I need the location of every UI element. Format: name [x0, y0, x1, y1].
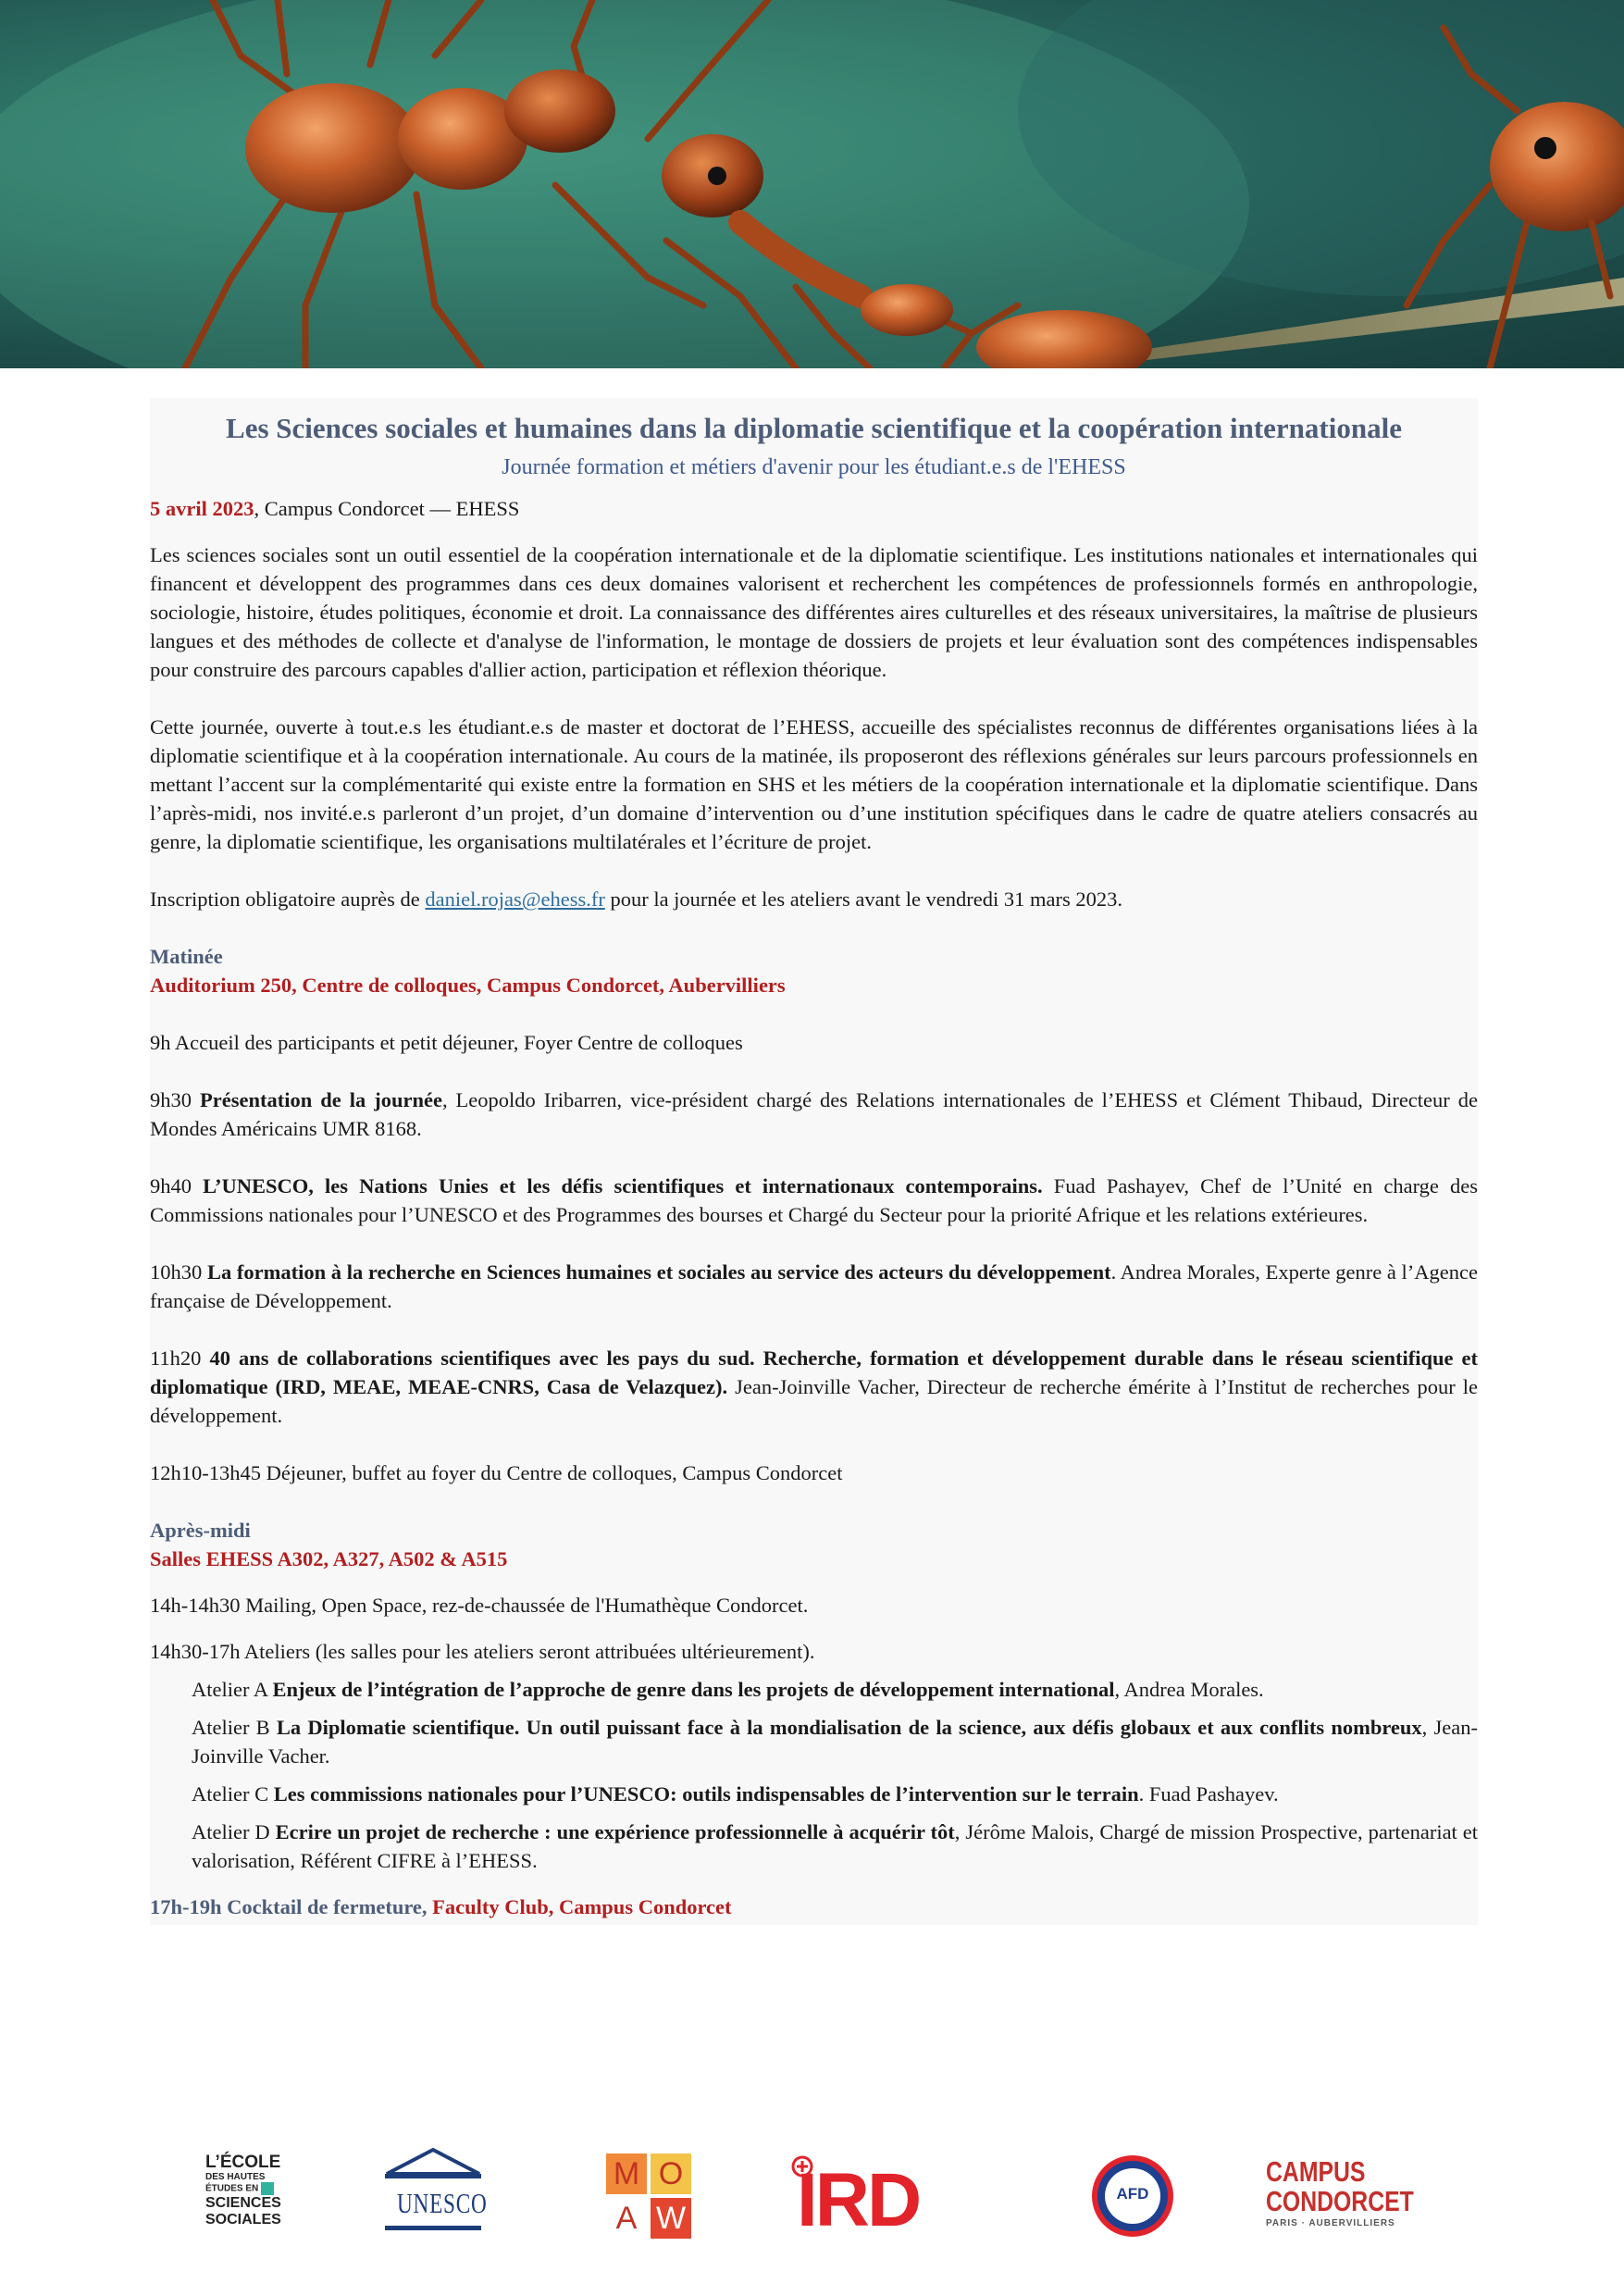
ehess-logo-line: SCIENCES: [205, 2195, 281, 2211]
program-title: La formation à la recherche en Sciences humaines et sociales au service des acteurs du développement: [206, 1260, 1111, 1284]
registration-email-link[interactable]: daniel.rojas@ehess.fr: [425, 887, 605, 911]
moa-letter: O: [658, 2156, 684, 2191]
atelier-label: Atelier C: [192, 1782, 274, 1806]
partner-logos: [0, 2133, 1624, 2253]
program-title: 40 ans de collaborations scientifiques avec les pays du sud. Recherche, formation et développement durable dans le réseau scientifique et diplomatique (IRD, MEAE, MEAE-CNRS, Casa de Velazquez).: [150, 1347, 1479, 1398]
unesco-logo: [378, 2146, 489, 2239]
program-time: 11h20: [150, 1347, 202, 1370]
program-time: 9h30: [150, 1088, 192, 1111]
mailing-line: 14h-14h30 Mailing, Open Space, rez-de-chaussée de l'Humathèque Condorcet.: [150, 1594, 809, 1617]
program-item: [150, 1086, 1478, 1143]
closing-line: [150, 1893, 1478, 1925]
ehess-logo-line: [205, 2182, 298, 2195]
program-detail: . Andrea Morales, Experte genre à l’Agence française de Développement.: [150, 1260, 1478, 1312]
program-detail: Jean-Joinville Vacher, Directeur de recherche émérite à l’Institut de recherches pour le développement.: [150, 1375, 1478, 1427]
atelier-item: [192, 1713, 1478, 1770]
campus-condorcet-logo: [1266, 2157, 1419, 2231]
unesco-logo-text: UNESCO: [397, 2187, 488, 2219]
page-title: Les Sciences sociales et humaines dans la diplomatie scientifique et la coopération internationale: [226, 412, 1402, 444]
intro-paragraph: Les sciences sociales sont un outil essentiel de la coopération internationale et de la diplomatie scientifique. Les institutions nationales et internationales qui financent et développent des programmes dans ces deux domaines valorisent et recherchent les compétences de professionnels formés en anthropologie, sociologie, histoire, études politiques, économie et droit. La connaissance des différentes aires culturelles et des réseaux universitaires, la maîtrise de plusieurs langues et des méthodes de collecte et d'analyse de l'information, le montage de dossiers de projets et leur évaluation sont des compétences indispensables pour construire des parcours capables d'allier action, participation et réflexion théorique.: [150, 543, 1478, 681]
intro-paragraph: Cette journée, ouverte à tout.e.s les étudiant.e.s de master et doctorat de l’EHESS, accueille des spécialistes reconnus de différentes organisations liées à la diplomatie scientifique et à la coopération internationale. Au cours de la matinée, ils proposeront des réflexions générales sur leurs parcours professionnels en mettant l’accent sur la complémentarité qui existe entre la formation en SHS et les métiers de la coopération internationale et la diplomatie scientifique. Dans l’après-midi, nos invité.e.s parleront d’un projet, d’un domaine d’intervention ou d’une institution spécifiques dans le cadre de quatre ateliers consacrés au genre, la diplomatie scientifique, les organisations multilatérales et l’écriture de projet.: [150, 715, 1478, 853]
event-date: 5 avril 2023: [150, 497, 254, 520]
atelier-title: La Diplomatie scientifique. Un outil puissant face à la mondialisation de la science, aux défis globaux et aux conflits nombreux: [276, 1716, 1422, 1739]
atelier-speaker: , Jean-Joinville Vacher.: [192, 1716, 1478, 1768]
ateliers-intro: 14h30-17h Ateliers (les salles pour les ateliers seront attribuées ultérieurement).: [150, 1640, 815, 1663]
registration-line: [150, 885, 1478, 913]
morning-heading: Matinée: [150, 945, 223, 968]
atelier-label: Atelier A: [192, 1678, 273, 1701]
afternoon-heading: Après-midi: [150, 1519, 251, 1542]
atelier-title: Les commissions nationales pour l’UNESCO: outils indispensables de l’intervention sur le terrain: [273, 1782, 1139, 1806]
ehess-color-square-icon: [261, 2182, 274, 2195]
atelier-title: Enjeux de l’intégration de l’approche de genre dans les projets de développement international: [272, 1678, 1115, 1701]
atelier-label: Atelier D: [192, 1820, 276, 1843]
ird-logo: [791, 2155, 958, 2242]
atelier-item: [192, 1675, 1478, 1704]
ehess-logo-line: SOCIALES: [205, 2212, 281, 2228]
registration-deadline: pour la journée et les ateliers avant le vendredi 31 mars 2023.: [604, 887, 1123, 911]
program-detail: Fuad Pashayev, Chef de l’Unité en charge des Commissions nationales pour l’UNESCO et des Programmes des bourses et Chargé du Secteur pour la priorité Afrique et les relations extérieures.: [150, 1174, 1479, 1226]
morning-location: Auditorium 250, Centre de colloques, Campus Condorcet, Aubervilliers: [150, 974, 786, 997]
header-banner-image: [0, 0, 1624, 368]
event-place: , Campus Condorcet — EHESS: [254, 497, 520, 520]
atelier-item: [192, 1780, 1478, 1808]
program-detail: Déjeuner, buffet au foyer du Centre de colloques, Campus Condorcet: [261, 1461, 843, 1484]
program-time: 9h40: [150, 1174, 192, 1198]
ehess-logo-line: L’ÉCOLE: [205, 2153, 281, 2172]
campus-logo-line: CAMPUS: [1266, 2155, 1366, 2188]
registration-text: Inscription obligatoire auprès de: [150, 887, 426, 911]
date-line: [150, 494, 1478, 523]
page-subtitle: Journée formation et métiers d'avenir pour les étudiant.e.s de l'EHESS: [502, 455, 1126, 479]
program-detail: Accueil des participants et petit déjeuner, Foyer Centre de colloques: [170, 1031, 743, 1054]
program-time: 12h10-13h45: [150, 1461, 261, 1484]
afternoon-location: Salles EHESS A302, A327, A502 & A515: [150, 1547, 508, 1570]
ehess-logo-line: DES HAUTES: [205, 2172, 266, 2182]
program-item: [150, 1028, 1478, 1057]
atelier-item: [192, 1818, 1478, 1875]
main-content: [150, 398, 1478, 1925]
ehess-logo-text: ÉTUDES EN: [205, 2183, 259, 2194]
afd-logo-text: AFD: [1116, 2185, 1149, 2203]
campus-logo-line: CONDORCET: [1266, 2185, 1414, 2217]
moa-letter: M: [613, 2156, 640, 2191]
program-title: L’UNESCO, les Nations Unies et les défis scientifiques et internationaux contemporains.: [203, 1174, 1043, 1198]
program-item: [150, 1458, 1478, 1487]
closing-venue: Faculty Club, Campus Condorcet: [432, 1895, 732, 1918]
moa-letter: W: [655, 2201, 687, 2236]
moa-letter: A: [615, 2201, 638, 2236]
program-detail: , Leopoldo Iribarren, vice-président chargé des Relations internationales de l’EHESS et Clément Thibaud, Directeur de Mondes Américains UMR 8168.: [150, 1088, 1479, 1140]
atelier-speaker: , Jérôme Malois, Chargé de mission Prospective, partenariat et valorisation, Référent CIFRE à l’EHESS.: [192, 1820, 1479, 1872]
program-time: 9h: [150, 1031, 171, 1054]
mondes-americains-logo: [606, 2153, 695, 2242]
closing-event: 17h-19h Cocktail de fermeture,: [150, 1895, 433, 1918]
ehess-logo: [205, 2153, 298, 2228]
ants-illustration: [0, 0, 1624, 368]
atelier-speaker: , Andrea Morales.: [1114, 1678, 1264, 1701]
program-title: Présentation de la journée: [200, 1088, 442, 1111]
program-item: [150, 1344, 1478, 1430]
program-item: [150, 1258, 1478, 1315]
atelier-speaker: . Fuad Pashayev.: [1138, 1782, 1279, 1806]
atelier-title: Ecrire un projet de recherche : une expérience professionnelle à acquérir tôt: [275, 1820, 955, 1843]
ird-logo-text: IRD: [797, 2158, 920, 2242]
atelier-label: Atelier B: [192, 1716, 277, 1739]
program-time: 10h30: [150, 1260, 203, 1284]
campus-logo-tagline: PARIS · AUBERVILLIERS: [1266, 2218, 1395, 2228]
program-item: [150, 1172, 1478, 1229]
afd-logo: [1090, 2153, 1175, 2239]
